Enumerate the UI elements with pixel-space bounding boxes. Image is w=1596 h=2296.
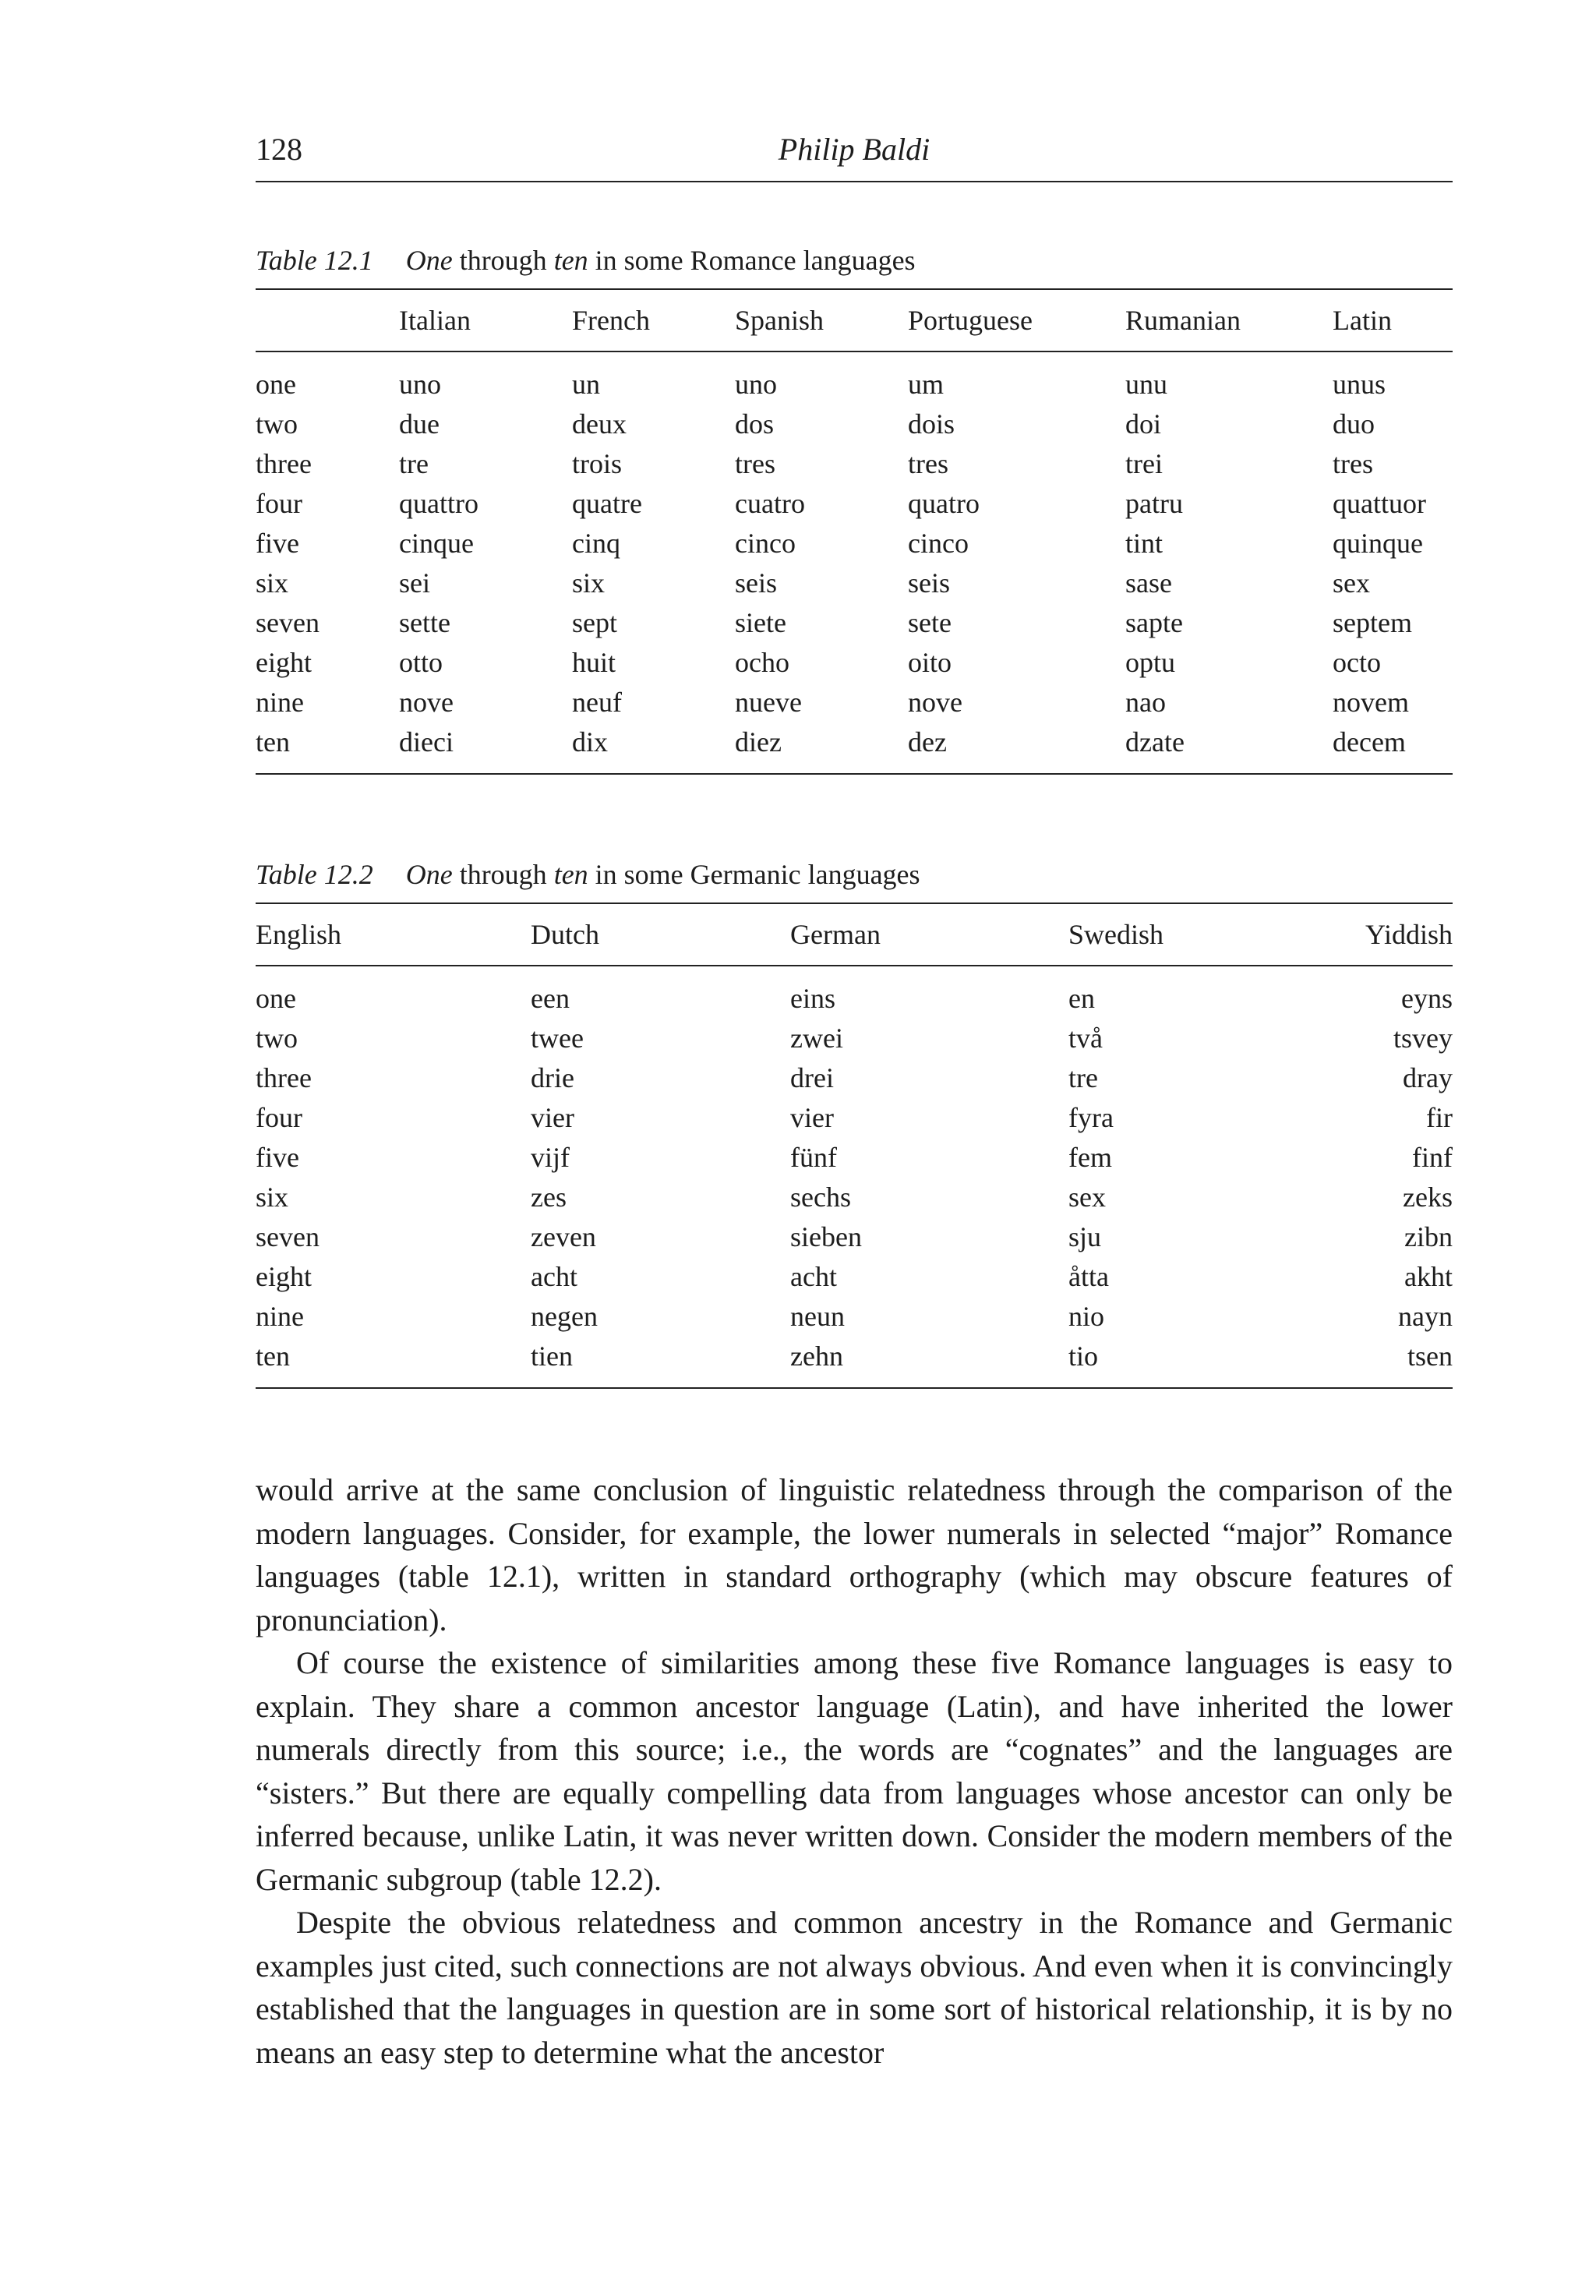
table-cell: sei [399,567,430,599]
table-cell: trei [1125,448,1163,479]
table-cell: un [572,369,600,400]
caption-text: through [452,859,554,890]
table-cell: tint [1125,528,1163,559]
table-cell: zes [531,1182,567,1213]
table-cell: sete [908,607,952,638]
column-header: Spanish [735,305,824,336]
caption-emphasis: ten [553,245,588,276]
table-label: Table 12.2 [256,859,373,890]
column-header: Rumanian [1125,305,1241,336]
table-cell: oito [908,647,952,678]
table-cell: nove [399,687,454,718]
page-content [256,125,1453,2074]
table-cell: neuf [572,687,622,718]
running-head-author: Philip Baldi [778,132,930,167]
table-cell: neun [790,1301,845,1332]
table-cell: seis [735,567,777,599]
table-cell: doi [1125,408,1162,440]
table-cell: fyra [1068,1102,1114,1133]
table-cell: diez [735,726,782,758]
table-cell: drie [531,1062,574,1093]
table-cell: quatro [908,488,980,519]
table-label: Table 12.1 [256,245,373,276]
table-cell: dix [572,726,609,758]
table-cell: een [531,983,570,1014]
table-row [256,603,1453,643]
table-cell: tio [1068,1341,1099,1372]
table-cell: seis [908,567,950,599]
table-row [256,1178,1453,1217]
table-cell: nine [256,1301,304,1332]
table-12-1 [256,232,1453,775]
caption-emphasis: ten [553,859,588,890]
table-cell: vier [531,1102,574,1133]
table-cell: decem [1333,726,1406,758]
table-cell: unus [1333,369,1386,400]
table-cell: nao [1125,687,1166,718]
table-cell: cinq [572,528,620,559]
column-header: Dutch [531,919,599,950]
table-cell: drei [790,1062,834,1093]
table-cell: cinco [735,528,796,559]
table-cell: zibn [1404,1221,1453,1252]
table-cell: octo [1333,647,1381,678]
running-head [256,125,1453,182]
table-cell: four [256,488,302,519]
table-row [256,524,1453,563]
table-cell: nine [256,687,304,718]
table-cell: sieben [790,1221,862,1252]
table-row [256,1297,1453,1337]
table-row [256,1257,1453,1297]
page-number: 128 [256,132,302,167]
table-body [256,966,1453,1388]
table-cell: acht [790,1261,837,1292]
table-cell: one [256,983,296,1014]
table-12-2 [256,846,1453,1389]
table-cell: six [256,567,289,599]
column-header: Latin [1333,305,1392,336]
table-header [256,289,1453,351]
table-cell: nayn [1398,1301,1453,1332]
table-row [256,1098,1453,1138]
table-cell: tres [735,448,775,479]
table-cell: six [256,1182,289,1213]
table-row [256,1337,1453,1388]
caption-emphasis: One [405,859,453,890]
table-cell: vier [790,1102,834,1133]
table-cell: fem [1068,1142,1112,1173]
table-row [256,683,1453,722]
table-cell: sapte [1125,607,1183,638]
table-cell: due [399,408,440,440]
table-row [256,643,1453,683]
table-cell: tien [531,1341,573,1372]
romance-numerals-table [256,288,1453,775]
table-cell: quinque [1333,528,1423,559]
table-cell: sju [1068,1221,1102,1252]
table-cell: quatre [572,488,642,519]
table-cell: sept [572,607,617,638]
table-cell: fünf [790,1142,837,1173]
table-cell: sette [399,607,450,638]
table-cell: cinque [399,528,474,559]
table-cell: ten [256,1341,290,1372]
table-cell: deux [572,408,627,440]
table-row [256,1058,1453,1098]
column-header: Swedish [1068,919,1164,950]
table-cell: trois [572,448,623,479]
table-cell: eyns [1401,983,1453,1014]
caption-text: in some Romance languages [588,245,916,276]
paragraph: would arrive at the same conclusion of linguistic relatedness through the comparison of the modern languages. Consider, for example, the lower numerals in selected “major” Romance languages (table 12.1), written in standard orthography (which may obscure features of pronunciation). [256,1472,1453,1637]
table-cell: uno [735,369,777,400]
paragraph: Despite the obvious relatedness and common ancestry in the Romance and Germanic examples just cited, such connections are not always obvious. And even when it is convincingly established that the languages in question are in some sort of historical relationship, it is by no means an easy step to determine what the ancestor [256,1905,1453,2070]
table-cell: zeven [531,1221,596,1252]
table-cell: one [256,369,296,400]
table-cell: five [256,528,299,559]
body-text [256,1468,1453,2074]
table-row [256,1217,1453,1257]
table-cell: quattuor [1333,488,1426,519]
column-header: Yiddish [1365,919,1453,950]
table-cell: eins [790,983,835,1014]
table-cell: duo [1333,408,1375,440]
table-cell: four [256,1102,302,1133]
table-cell: optu [1125,647,1176,678]
table-cell: eight [256,647,312,678]
table-cell: uno [399,369,441,400]
table-cell: tsvey [1393,1023,1453,1054]
table-cell: dos [735,408,775,440]
table-cell: three [256,448,312,479]
table-cell: finf [1412,1142,1453,1173]
table-cell: quattro [399,488,478,519]
table-cell: dois [908,408,955,440]
table-cell: två [1068,1023,1103,1054]
table-row [256,1019,1453,1058]
table-cell: tre [1068,1062,1098,1093]
table-cell: nove [908,687,962,718]
table-cell: novem [1333,687,1409,718]
table-cell: zwei [790,1023,843,1054]
table-cell: dray [1403,1062,1453,1093]
table-cell: dzate [1125,726,1185,758]
column-header [256,289,399,351]
table-cell: patru [1125,488,1183,519]
table-cell: sex [1333,567,1370,599]
table-cell: siete [735,607,786,638]
table-cell: en [1068,983,1095,1014]
column-header: Italian [399,305,471,336]
table-cell: nueve [735,687,802,718]
table-cell: fir [1426,1102,1453,1133]
table-row [256,484,1453,524]
caption-text: through [452,245,554,276]
caption-text: in some Germanic languages [588,859,920,890]
table-row [256,404,1453,444]
table-cell: three [256,1062,312,1093]
table-cell: seven [256,607,320,638]
table-cell: um [908,369,945,400]
table-cell: dieci [399,726,454,758]
table-cell: acht [531,1261,577,1292]
table-cell: unu [1125,369,1167,400]
germanic-numerals-table [256,903,1453,1389]
table-row [256,563,1453,603]
table-cell: cuatro [735,488,805,519]
table-cell: ocho [735,647,789,678]
table-cell: ten [256,726,290,758]
column-header: English [256,919,342,950]
table-body [256,351,1453,774]
table-cell: zehn [790,1341,843,1372]
table-cell: seven [256,1221,320,1252]
table-cell: zeks [1403,1182,1453,1213]
table-cell: sex [1068,1182,1106,1213]
table-cell: tres [908,448,948,479]
table-row [256,351,1453,404]
table-cell: five [256,1142,299,1173]
table-cell: otto [399,647,443,678]
table-row [256,1138,1453,1178]
table-cell: eight [256,1261,312,1292]
table-cell: sechs [790,1182,851,1213]
table-cell: nio [1068,1301,1105,1332]
table-row [256,444,1453,484]
table-row [256,722,1453,774]
table-cell: negen [531,1301,598,1332]
column-header: German [790,919,881,950]
table-cell: two [256,408,298,440]
table-cell: åtta [1068,1261,1109,1292]
table-cell: tres [1333,448,1373,479]
table-cell: six [572,567,606,599]
table-cell: septem [1333,607,1412,638]
table-cell: twee [531,1023,584,1054]
table-cell: cinco [908,528,969,559]
caption-emphasis: One [405,245,453,276]
table-cell: sase [1125,567,1172,599]
table-cell: huit [572,647,616,678]
table-header [256,903,1453,966]
table-caption [256,232,1453,288]
table-cell: tre [399,448,429,479]
paragraph: Of course the existence of similarities among these five Romance languages is easy to explain. They share a common ancestor language (Latin), and have inherited the lower numerals directly from this source; i.e., the words are “cognates” and the languages are “sisters.” But there are equally compelling data from languages whose ancestor can only be inferred because, unlike Latin, it was never written down. Consider the modern members of the Germanic subgroup (table 12.2). [256,1645,1453,1897]
table-cell: vijf [531,1142,570,1173]
table-caption [256,846,1453,903]
table-cell: dez [908,726,947,758]
column-header: French [572,305,650,336]
table-cell: akht [1404,1261,1453,1292]
table-cell: two [256,1023,298,1054]
column-header: Portuguese [908,305,1033,336]
table-cell: tsen [1407,1341,1453,1372]
table-row [256,966,1453,1019]
